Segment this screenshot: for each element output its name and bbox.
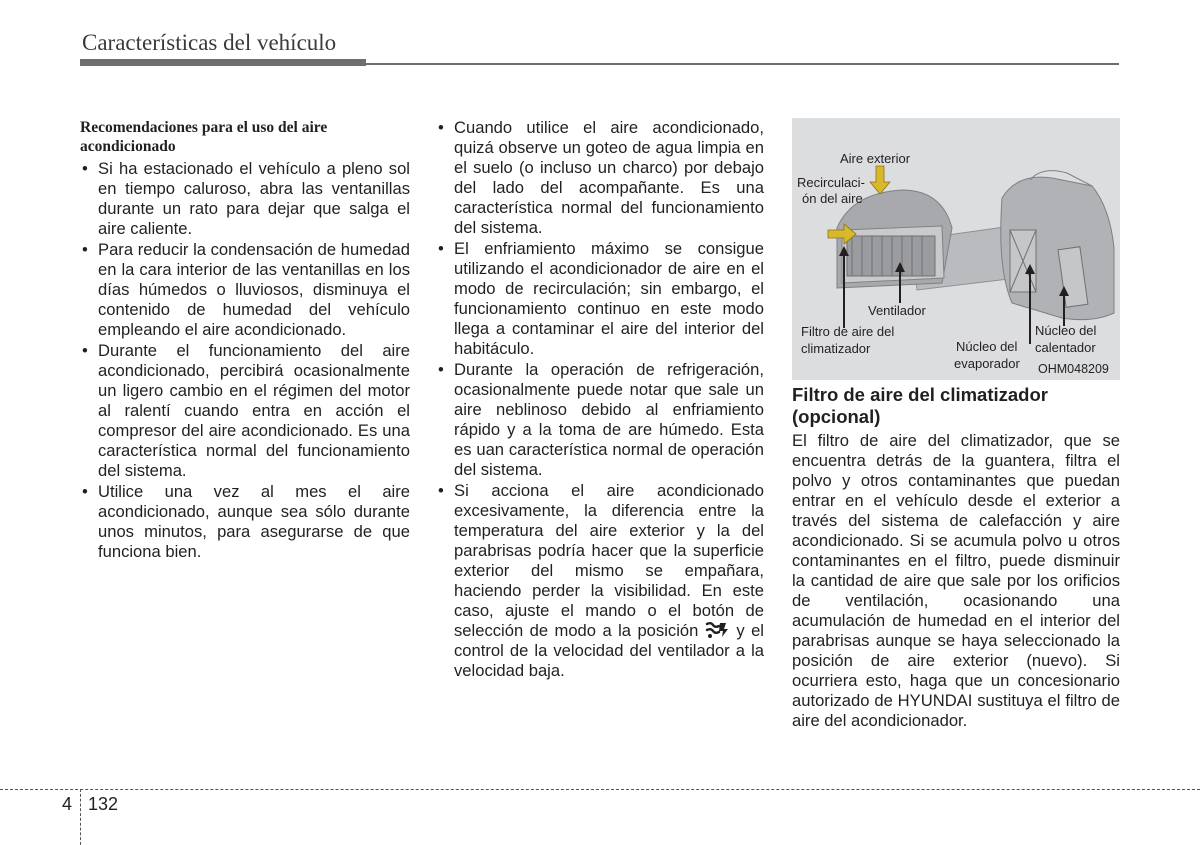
header-rule-thick — [80, 59, 366, 66]
floor-defrost-mode-icon — [704, 621, 730, 639]
footer-divider — [0, 789, 1200, 790]
list-item-text: Si acciona el aire acondicionado excesivamente, la diferencia entre la temperatura del aire exterior y la del parabrisas podría hacer que la superficie exterior del mismo se empañara, haciendo perder la visibilidad. En este caso, ajuste el mando o el botón de selección de modo a la posición — [454, 481, 764, 640]
list-item: • El enfriamiento máximo se consigue utilizando el acondicionador de aire en el modo de recirculación; sin embargo, el funcionamiento continuo en este modo llega a contaminar el aire del interior del habitáculo. — [436, 239, 764, 359]
column-middle — [436, 118, 764, 682]
climate-system-diagram — [792, 118, 1120, 380]
header-rule-thin — [366, 63, 1119, 65]
figure-code: OHM048209 — [1038, 362, 1109, 376]
evaporator-label-line1: Núcleo del — [956, 339, 1018, 354]
blower-label: Ventilador — [868, 303, 926, 318]
page-header-title: Características del vehículo — [82, 30, 337, 55]
list-item: • Si ha estacionado el vehículo a pleno sol en tiempo caluroso, abra las ventanillas durante un rato para dejar que salga el aire caliente. — [80, 159, 410, 239]
ac-tips-list — [80, 159, 410, 562]
recirculation-label-line1: Recirculaci- — [797, 175, 865, 190]
heater-label-line2: calentador — [1035, 340, 1096, 355]
heater-label-line1: Núcleo del — [1035, 323, 1097, 338]
section-body: El filtro de aire del climatizador, que se encuentra detrás de la guantera, filtra el polvo y otros contaminantes que puedan entrar en el vehículo desde el exterior a través del sistema de calefacción y aire acondicionado. Si se acumula polvo u otros contaminantes en el filtro, puede disminuir la cantidad de aire que sale por los orificios de ventilación, ocasionando una acumulación de humedad en el interior del parabrisas aunque se haya seleccionado la posición de aire exterior (nuevo). Si ocurriera esto, haga que un concesionario autorizado de HYUNDAI sustituya el filtro de aire del acondicionador. — [792, 431, 1120, 730]
column-left — [80, 118, 410, 563]
list-item: • Durante la operación de refrigeración, ocasionalmente puede notar que sale un aire neblinoso debido al enfriamiento rápido y a la toma de are húmedo. Esta es uan característica normal de operación del sistema. — [436, 360, 764, 480]
evaporator-label-line2: evaporador — [954, 356, 1020, 371]
outside-air-label: Aire exterior — [840, 151, 911, 166]
list-item: • Durante el funcionamiento del aire acondicionado, percibirá ocasionalmente un ligero cambio en el régimen del motor al ralentí cuando entra en acción el compresor del aire acondicionado. Es una característica normal del funcionamiento del sistema. — [80, 341, 410, 481]
chapter-number: 4 — [62, 794, 73, 814]
page-number: 132 — [88, 794, 119, 814]
filter-label-line1: Filtro de aire del — [801, 324, 895, 339]
filter-label-line2: climatizador — [801, 341, 871, 356]
list-item: • Cuando utilice el aire acondicionado, quizá observe un goteo de agua limpia en el suelo (o incluso un charco) por debajo del lado del acompañante. Es una característica normal del funcionamiento del sistema. — [436, 118, 764, 238]
list-item: • Para reducir la condensación de humedad en la cara interior de las ventanillas en los días húmedos o lluviosos, disminuya el contenido de humedad del vehículo empleando el aire acondicionado. — [80, 240, 410, 340]
list-item — [436, 481, 764, 681]
footer-vertical-divider — [80, 789, 81, 845]
ac-notes-list — [436, 118, 764, 681]
list-item: • Utilice una vez al mes el aire acondicionado, aunque sea sólo durante unos minutos, para asegurarse de que funciona bien. — [80, 482, 410, 562]
recirculation-label-line2: ón del aire — [802, 191, 863, 206]
section-title: Filtro de aire del climatizador (opcional) — [792, 384, 1048, 427]
ac-tips-subheading: Recomendaciones para el uso del aire acondicionado — [80, 119, 328, 155]
list-item-text: y el control de la velocidad del ventilador a la velocidad baja. — [454, 621, 764, 680]
